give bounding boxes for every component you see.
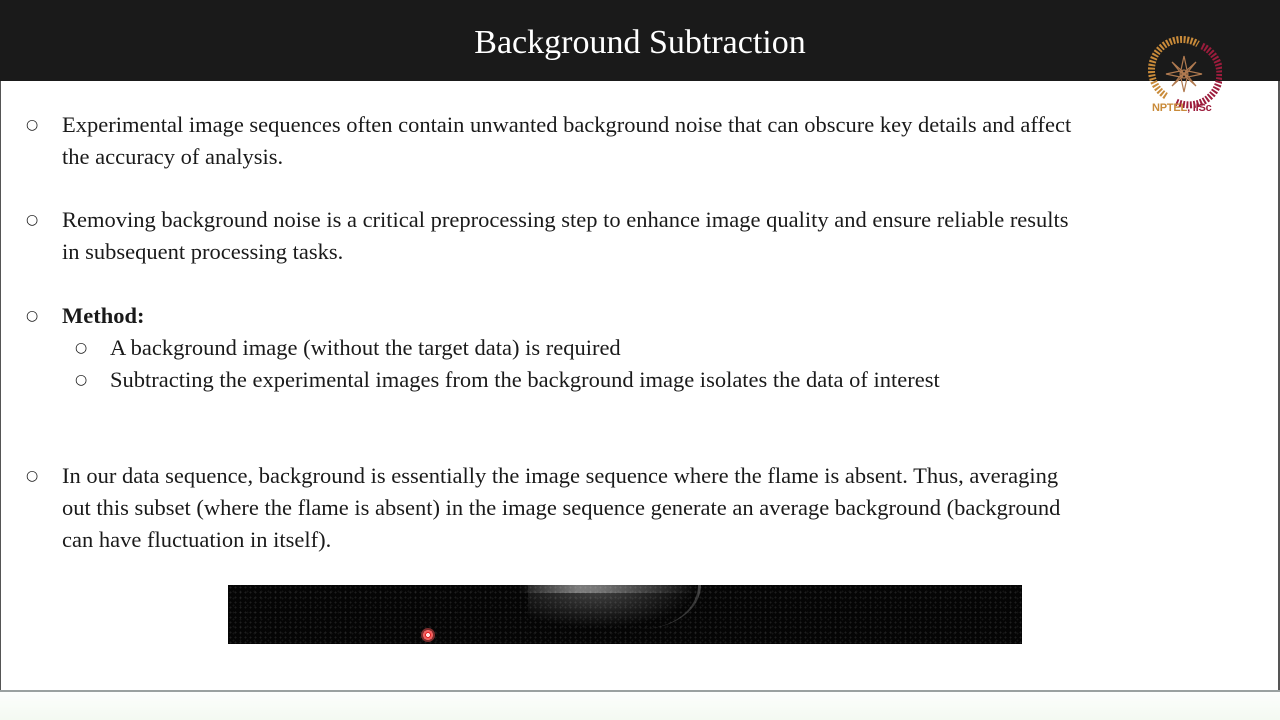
- sub-bullet-marker-icon: ○: [75, 340, 88, 356]
- flame-image-strip: [228, 585, 1022, 644]
- bullet-line: can have fluctuation in itself).: [62, 527, 332, 552]
- bullet-line: In our data sequence, background is essentially the image sequence where the flame is absent. Thus, averaging: [62, 463, 1059, 488]
- footer-area: [0, 692, 1280, 720]
- bullet-line: out this subset (where the flame is absent) in the image sequence generate an average background (background: [62, 495, 1061, 520]
- slide-title: Background Subtraction: [474, 24, 806, 61]
- bullet-marker-icon: ○: [26, 212, 39, 228]
- red-pointer-icon: [421, 628, 435, 642]
- method-heading: Method:: [62, 303, 145, 328]
- sub-bullet-text: Subtracting the experimental images from the background image isolates the data of interest: [110, 367, 940, 392]
- bullet-line: Experimental image sequences often contain unwanted background noise that can obscure key details and affect: [62, 112, 1072, 137]
- bullet-marker-icon: ○: [26, 308, 39, 324]
- sub-bullet-marker-icon: ○: [75, 372, 88, 388]
- nptel-iisc-logo-label: NPTEL, IISc: [1152, 102, 1212, 114]
- bullet-line: the accuracy of analysis.: [62, 144, 284, 169]
- bullet-marker-icon: ○: [26, 468, 39, 484]
- sub-bullet-text: A background image (without the target data) is required: [110, 335, 621, 360]
- bullet-line: in subsequent processing tasks.: [62, 239, 344, 264]
- bullet-marker-icon: ○: [26, 117, 39, 133]
- slide-border-left: [0, 81, 1, 691]
- bullet-line: Removing background noise is a critical preprocessing step to enhance image quality and ensure reliable results: [62, 207, 1069, 232]
